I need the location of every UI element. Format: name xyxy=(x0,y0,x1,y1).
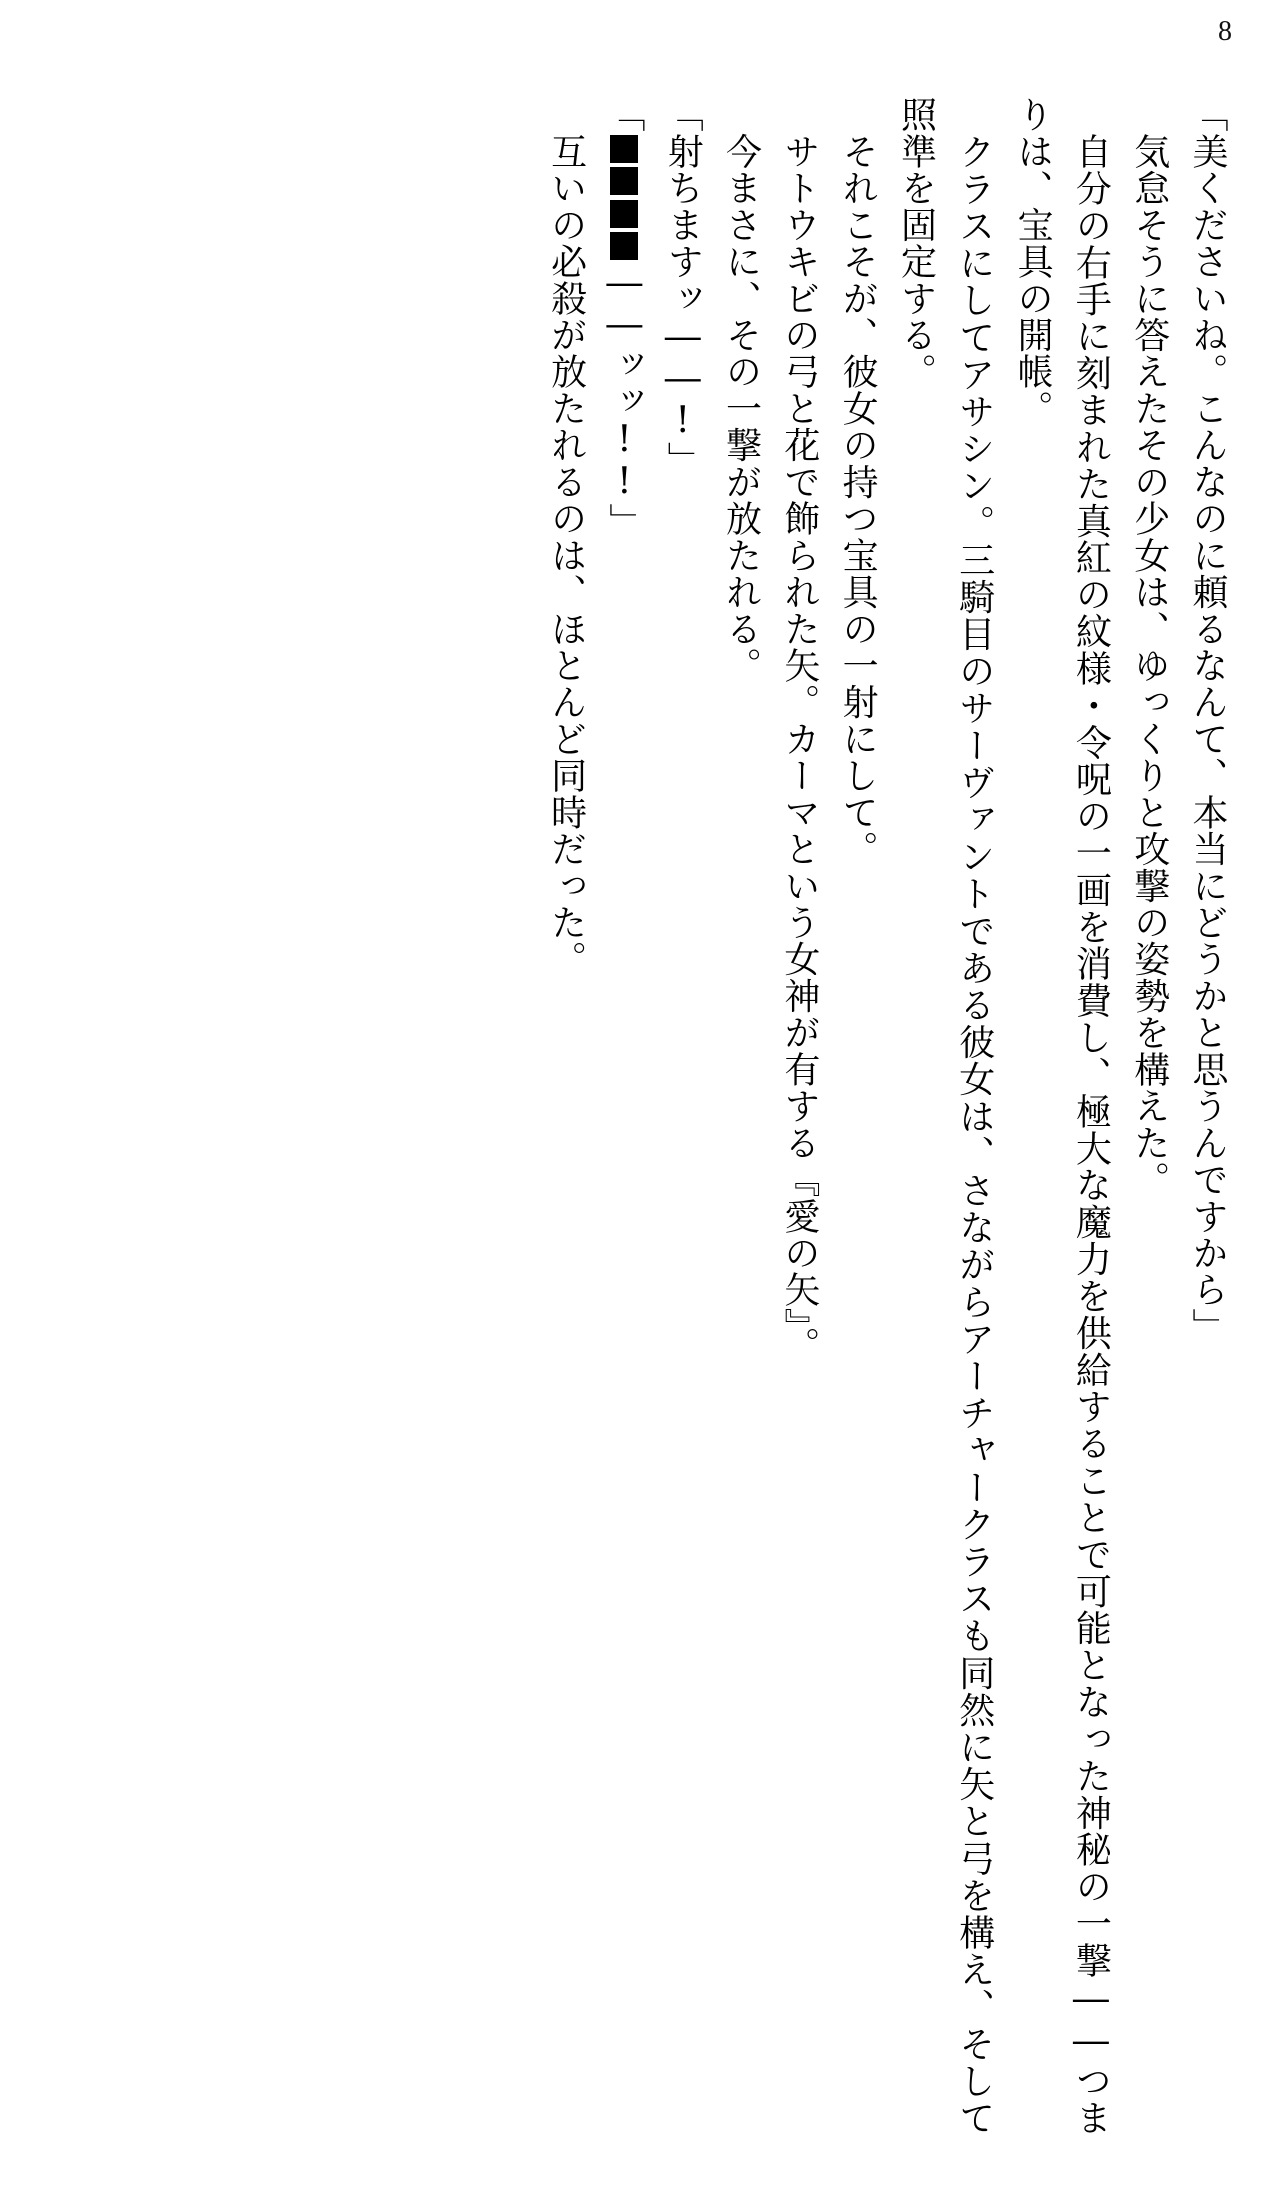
paragraph-narration-5: サトウキビの弓と花で飾られた矢。カーマという女神が有する『愛の矢』。 xyxy=(778,96,820,1364)
paragraph-dialogue-redacted xyxy=(595,96,653,2136)
paragraph-narration-4: それこそが、彼女の持つ宝具の一射にして。 xyxy=(837,96,879,868)
redacted-blocks xyxy=(595,133,653,263)
paragraph-narration-1: 気怠そうに答えたその少女は、ゆっくりと攻撃の姿勢を構えた。 xyxy=(1128,96,1170,1198)
paragraph-narration-2: 自分の右手に刻まれた真紅の紋様・令呪の一画を消費し、極大な魔力を供給することで可能となった神秘の一撃――つまりは、宝具の開帳。 xyxy=(1012,96,1112,2136)
paragraph-narration-7: 互いの必殺が放たれるのは、ほとんど同時だった。 xyxy=(545,96,587,978)
paragraph-dialogue-1: 「美くださいね。こんなのに頼るなんて、本当にどうかと思うんですから」 xyxy=(1187,96,1228,1345)
page-body-text xyxy=(40,96,1236,2136)
redacted-suffix: ――ッッ!!」 xyxy=(603,262,645,540)
paragraph-narration-6: 今まさに、その一撃が放たれる。 xyxy=(720,96,762,684)
redacted-prefix: 「 xyxy=(603,96,645,133)
paragraph-dialogue-2: 「射ちますッ――!」 xyxy=(662,96,704,479)
redacted-block-icon xyxy=(610,167,638,195)
page-number: 8 xyxy=(1218,16,1232,47)
paragraph-narration-3: クラスにしてアサシン。三騎目のサーヴァントである彼女は、さながらアーチャークラスも同然に矢と弓を構え、そして照準を固定する。 xyxy=(895,96,995,2136)
redacted-block-icon xyxy=(610,200,638,228)
redacted-block-icon xyxy=(610,232,638,260)
redacted-block-icon xyxy=(610,135,638,163)
